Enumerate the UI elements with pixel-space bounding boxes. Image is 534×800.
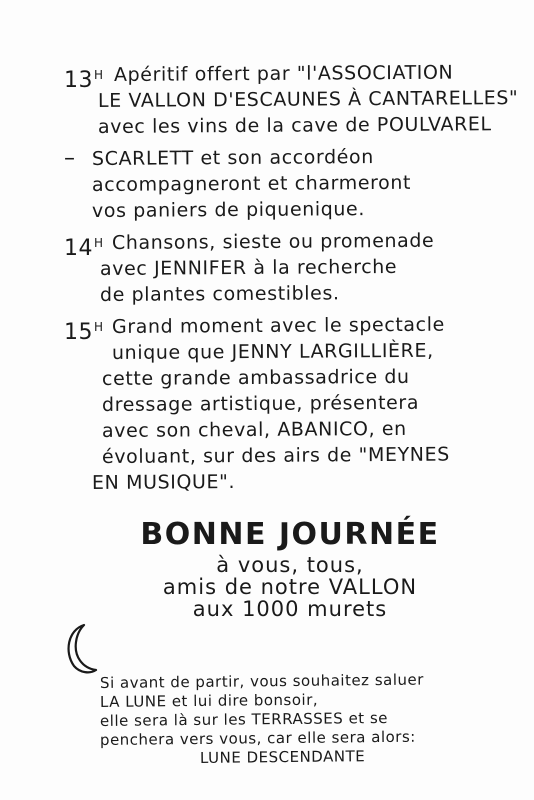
time-hour: 14 [64,236,93,261]
entry-line: Apéritif offert par "l'ASSOCIATION [113,61,454,86]
entry-line: EN MUSIQUE". [91,471,236,494]
time-label [64,230,104,262]
program-entry-15h [64,314,514,496]
footer-line: LA LUNE et lui dire bonsoir, [99,690,319,711]
entry-text [64,61,519,140]
footer-line: elle sera là sur les TERRASSES et se [99,708,389,730]
entry-line: de plantes comestibles. [99,282,340,306]
entry-text [64,146,514,224]
greeting-headline: BONNE JOURNÉE [140,517,440,552]
footer-line: Si avant de partir, vous souhaitez saluer [99,670,424,692]
entry-line: Chansons, sieste ou promenade [111,229,435,254]
time-suffix: H [94,68,104,82]
footer-note [99,670,520,769]
entry-line: SCARLETT et son accordéon [91,146,374,170]
footer-line: LUNE DESCENDANTE [199,747,366,767]
entry-line: Grand moment avec le spectacle [111,313,445,338]
time-suffix: H [94,320,104,334]
entry-line: LE VALLON D'ESCAUNES À CANTARELLES" [97,87,519,112]
entry-line: évoluant, sur des airs de "MEYNES [101,443,450,468]
entry-line: dressage artistique, présentera [101,391,420,416]
program-entry-accordion [64,146,514,224]
program-entry-14h [64,230,514,308]
entry-line: avec les vins de la cave de POULVAREL [97,113,492,138]
entry-line: cette grande ambassadrice du [101,365,410,390]
entry-text [64,314,514,496]
greeting-line: à vous, tous, [216,553,364,577]
time-suffix: H [94,236,104,250]
program-list [64,61,519,502]
time-hour: 15 [64,320,93,345]
time-hour: 13 [64,68,93,93]
greeting-line: amis de notre VALLON [162,575,418,599]
program-entry-13h [64,61,519,140]
entry-line: avec JENNIFER à la recherche [99,255,398,280]
entry-line: accompagneront et charmeront [91,171,412,196]
entry-line: unique que JENNY LARGILLIÈRE, [111,339,434,364]
footer-line: penchera vers vous, car elle sera alors: [99,727,416,749]
entry-line: avec son cheval, ABANICO, en [101,417,407,442]
greeting-block [100,516,480,620]
time-label [64,314,104,346]
greeting-line: aux 1000 murets [192,597,388,621]
bullet-dash: – [64,146,75,171]
entry-line: vos paniers de piquenique. [91,198,366,222]
crescent-moon-icon [60,622,100,676]
entry-text [64,230,514,308]
